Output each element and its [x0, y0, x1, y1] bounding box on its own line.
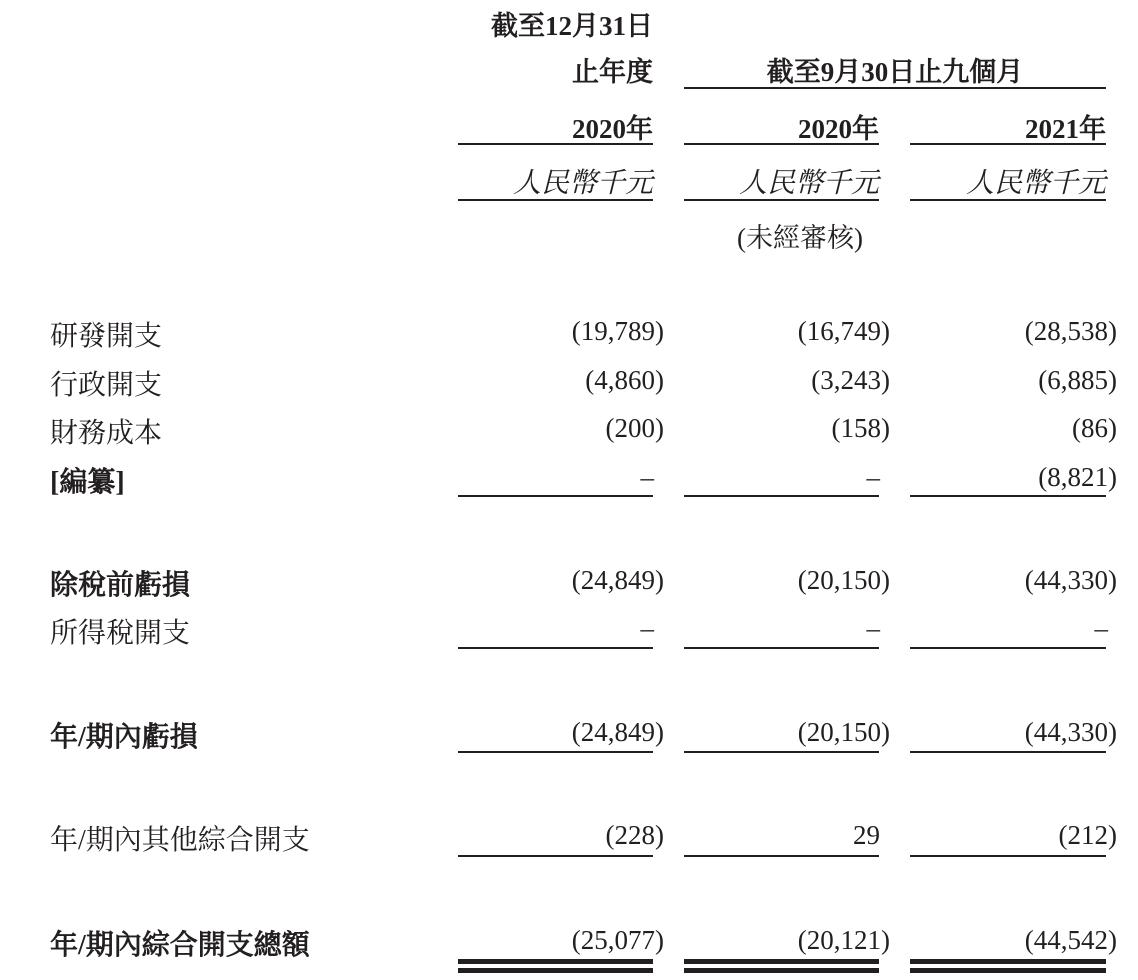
currency-rule-col1 [458, 199, 653, 201]
row-admin-value-col2: (3,243) [811, 365, 890, 395]
row-income-tax-value-col1: – [640, 613, 654, 643]
interim-heading-rule [684, 87, 1106, 89]
tax-rule-col2 [684, 647, 879, 649]
row-income-tax-value-col2: – [866, 613, 880, 643]
row-redacted-value-col1: – [640, 462, 654, 492]
row-loss-for-period-value-col1: (24,849) [571, 717, 664, 747]
currency-rule-col3 [910, 199, 1106, 201]
row-loss-before-tax-value-col2: (20,150) [797, 565, 890, 595]
row-redacted-value-col3: (8,821) [1038, 462, 1117, 492]
subtotal-rule-col2 [684, 495, 879, 497]
row-finance-value-col2: (158) [831, 413, 890, 443]
row-total-comprehensive-value-col3: (44,542) [1024, 925, 1117, 955]
row-label-income-tax: 所得稅開支 [50, 618, 191, 649]
annual-period-heading-line2: 止年度 [572, 57, 653, 87]
subtotal-rule-col3 [910, 495, 1106, 497]
row-rnd-value-col1: (19,789) [571, 316, 664, 346]
row-other-comprehensive-value-col3: (212) [1058, 820, 1117, 850]
oci-rule-col3 [910, 855, 1106, 857]
total-double-rule-col3 [910, 959, 1106, 973]
row-loss-for-period-value-col3: (44,330) [1024, 717, 1117, 747]
row-loss-before-tax-value-col1: (24,849) [571, 565, 664, 595]
row-redacted-value-col2: – [866, 462, 880, 492]
row-label-finance: 財務成本 [50, 418, 163, 449]
oci-rule-col2 [684, 855, 879, 857]
col2-year: 2020年 [798, 114, 879, 144]
total-double-rule-col2 [684, 959, 879, 973]
row-other-comprehensive-value-col2: 29 [853, 820, 880, 850]
interim-period-heading: 截至9月30日止九個月 [766, 57, 1024, 87]
tax-rule-col1 [458, 647, 653, 649]
annual-period-heading-line1: 截至12月31日 [491, 11, 653, 41]
row-label-total-comprehensive: 年/期內綜合開支總額 [50, 930, 310, 961]
col2-currency: 人民幣千元 [738, 168, 879, 199]
col3-year: 2021年 [1025, 114, 1106, 144]
tax-rule-col3 [910, 647, 1106, 649]
row-total-comprehensive-value-col1: (25,077) [571, 925, 664, 955]
row-label-admin: 行政開支 [50, 370, 163, 401]
row-admin-value-col1: (4,860) [585, 365, 664, 395]
year-rule-col3 [910, 143, 1106, 145]
row-finance-value-col3: (86) [1072, 413, 1117, 443]
row-income-tax-value-col3: – [1094, 613, 1108, 643]
row-other-comprehensive-value-col1: (228) [605, 820, 664, 850]
oci-rule-col1 [458, 855, 653, 857]
row-label-redacted: [編纂] [50, 467, 125, 498]
row-label-loss-before-tax: 除稅前虧損 [50, 570, 191, 601]
row-rnd-value-col2: (16,749) [797, 316, 890, 346]
row-label-other-comprehensive: 年/期內其他綜合開支 [50, 825, 310, 856]
row-label-loss-for-period: 年/期內虧損 [50, 722, 198, 753]
row-finance-value-col1: (200) [605, 413, 664, 443]
year-rule-col1 [458, 143, 653, 145]
row-total-comprehensive-value-col2: (20,121) [797, 925, 890, 955]
row-rnd-value-col3: (28,538) [1024, 316, 1117, 346]
row-label-rnd: 研發開支 [50, 321, 163, 352]
year-rule-col2 [684, 143, 879, 145]
row-loss-for-period-value-col2: (20,150) [797, 717, 890, 747]
total-double-rule-col1 [458, 959, 653, 973]
loss-rule-col2 [684, 751, 879, 753]
row-loss-before-tax-value-col3: (44,330) [1024, 565, 1117, 595]
col3-currency: 人民幣千元 [965, 168, 1106, 199]
loss-rule-col3 [910, 751, 1106, 753]
currency-rule-col2 [684, 199, 879, 201]
col1-year: 2020年 [572, 114, 653, 144]
col1-currency: 人民幣千元 [512, 168, 653, 199]
unaudited-note: (未經審核) [737, 223, 863, 253]
row-admin-value-col3: (6,885) [1038, 365, 1117, 395]
subtotal-rule-col1 [458, 495, 653, 497]
loss-rule-col1 [458, 751, 653, 753]
